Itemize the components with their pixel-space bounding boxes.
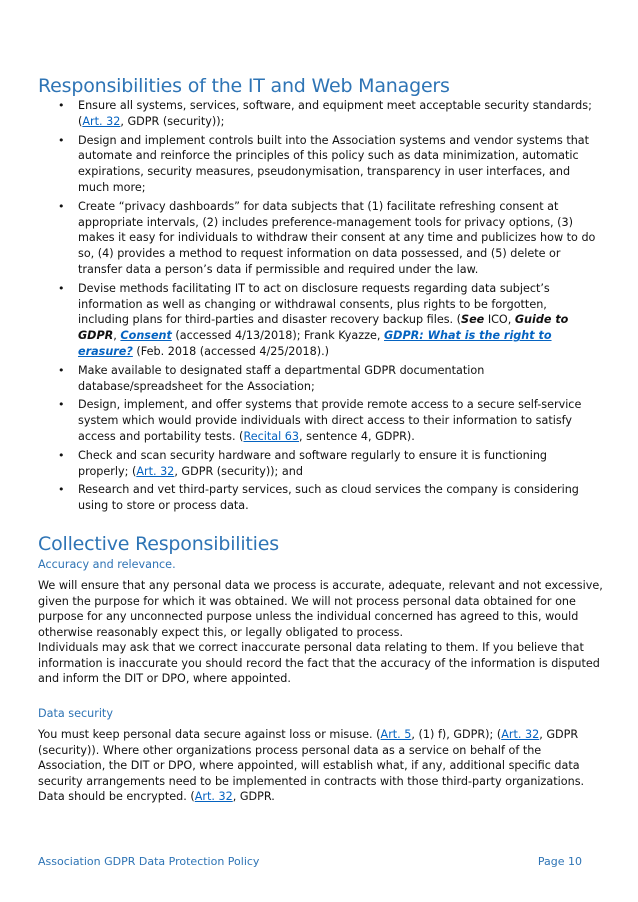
item-text: , GDPR (security)); — [120, 114, 225, 128]
item-text: , — [113, 329, 121, 343]
footer-document-title: Association GDPR Data Protection Policy — [38, 855, 260, 868]
art-5-link[interactable]: Art. 5 — [380, 728, 412, 741]
responsibilities-list — [38, 98, 600, 517]
list-item — [38, 199, 600, 278]
item-text: Research and vet third-party services, such as cloud services the company is considering using to store or process data. — [78, 483, 579, 513]
item-text: Devise methods facilitating IT to act on disclosure requests regarding data subject’s information as well as changing or withdrawal consents, plus rights to be forgotten, including plans for third-parties and disaster recovery backup files. ( — [78, 281, 550, 327]
item-text: Check and scan security hardware and software regularly to ensure it is functioning properly; ( — [78, 448, 548, 478]
guide-title: Guide to GDPR — [78, 313, 569, 343]
item-text: , GDPR (security)); and — [174, 464, 303, 478]
para-text: , GDPR (security)). Where other organizations process personal data as a service on behalf of the Association, the DIT or DPO, where appointed, will establish what, if any, additional specific data security arrangements need to be implemented in contracts with those third-party organizations. Data should be encrypted. ( — [38, 728, 585, 803]
list-item — [38, 397, 600, 444]
art-32-link[interactable]: Art. 32 — [82, 114, 121, 128]
list-item — [38, 482, 600, 514]
para-text: , GDPR. — [232, 790, 275, 803]
paragraph-correction: Individuals may ask that we correct inaccurate personal data relating to them. If you believe that information is inaccurate you should record the fact that the accuracy of the information is disputed and inform the DIT or DPO, where appointed. — [38, 641, 600, 685]
bullet-icon: • — [58, 448, 65, 462]
art-32-link[interactable]: Art. 32 — [194, 790, 233, 803]
bullet-icon: • — [58, 199, 65, 213]
list-item — [38, 448, 600, 480]
subheading-accuracy-relevance: Accuracy and relevance. — [38, 558, 176, 571]
bullet-icon: • — [58, 99, 65, 112]
item-text: Design and implement controls built into the Association systems and vendor systems that automate and reinforce the principles of this policy such as data minimization, automatic expirations, security measures, pseudonymisation, transparency in user interfaces, and much more; — [78, 133, 590, 194]
bullet-icon: • — [58, 281, 65, 295]
paragraph-accuracy: We will ensure that any personal data we process is accurate, adequate, relevant and not excessive, given the purpose for which it was obtained. We will not process personal data obtained for one purpose for any unconnected purpose unless the individual concerned has agreed to this, would otherwise reasonably expect this, or legally obligated to process. — [38, 579, 603, 639]
item-text: (accessed 4/13/2018); Frank Kyazze, — [171, 329, 384, 343]
consent-link[interactable]: Consent — [120, 329, 172, 343]
item-text: Create “privacy dashboards” for data subjects that (1) facilitate refreshing consent at appropriate intervals, (2) includes preference-management tools for privacy options, (3) makes it easy for individuals to withdraw their consent at any time and publicizes how to do so, (4) provides a method to request information on data possessed, and (5) delete or transfer data a person’s data if permissible and required under the law. — [78, 199, 596, 276]
section-heading-collective-responsibilities: Collective Responsibilities — [38, 533, 279, 555]
subheading-data-security: Data security — [38, 707, 113, 720]
list-item — [38, 98, 600, 130]
bullet-icon: • — [58, 133, 65, 147]
bullet-icon: • — [58, 483, 65, 497]
section-heading-it-web-managers: Responsibilities of the IT and Web Managers — [38, 75, 450, 97]
item-text: Make available to designated staff a departmental GDPR documentation database/spreadsheet for the Association; — [78, 363, 485, 393]
recital-63-link[interactable]: Recital 63 — [243, 429, 299, 443]
list-item — [38, 133, 600, 196]
para-text: , (1) f), GDPR); ( — [411, 728, 502, 741]
item-text: Design, implement, and offer systems that provide remote access to a secure self-service system which would provide individuals with direct access to their information to satisfy access and portability tests. ( — [78, 398, 582, 443]
bullet-icon: • — [58, 363, 65, 377]
list-item — [38, 281, 600, 360]
see-signal: See — [461, 313, 485, 327]
item-text: ICO, — [484, 313, 515, 327]
art-32-link[interactable]: Art. 32 — [136, 464, 175, 478]
paragraph-data-security — [38, 727, 604, 805]
list-item — [38, 363, 600, 395]
para-text: You must keep personal data secure against loss or misuse. ( — [38, 728, 381, 741]
bullet-icon: • — [58, 398, 65, 412]
item-text: , sentence 4, GDPR). — [299, 429, 415, 443]
item-text: (Feb. 2018 (accessed 4/25/2018).) — [132, 344, 329, 358]
right-to-erasure-link[interactable]: GDPR: What is the right to erasure? — [78, 329, 552, 358]
footer-page-number: Page 10 — [537, 855, 582, 868]
item-text: Ensure all systems, services, software, and equipment meet acceptable security standards; ( — [78, 99, 592, 128]
art-32-link[interactable]: Art. 32 — [501, 728, 540, 741]
